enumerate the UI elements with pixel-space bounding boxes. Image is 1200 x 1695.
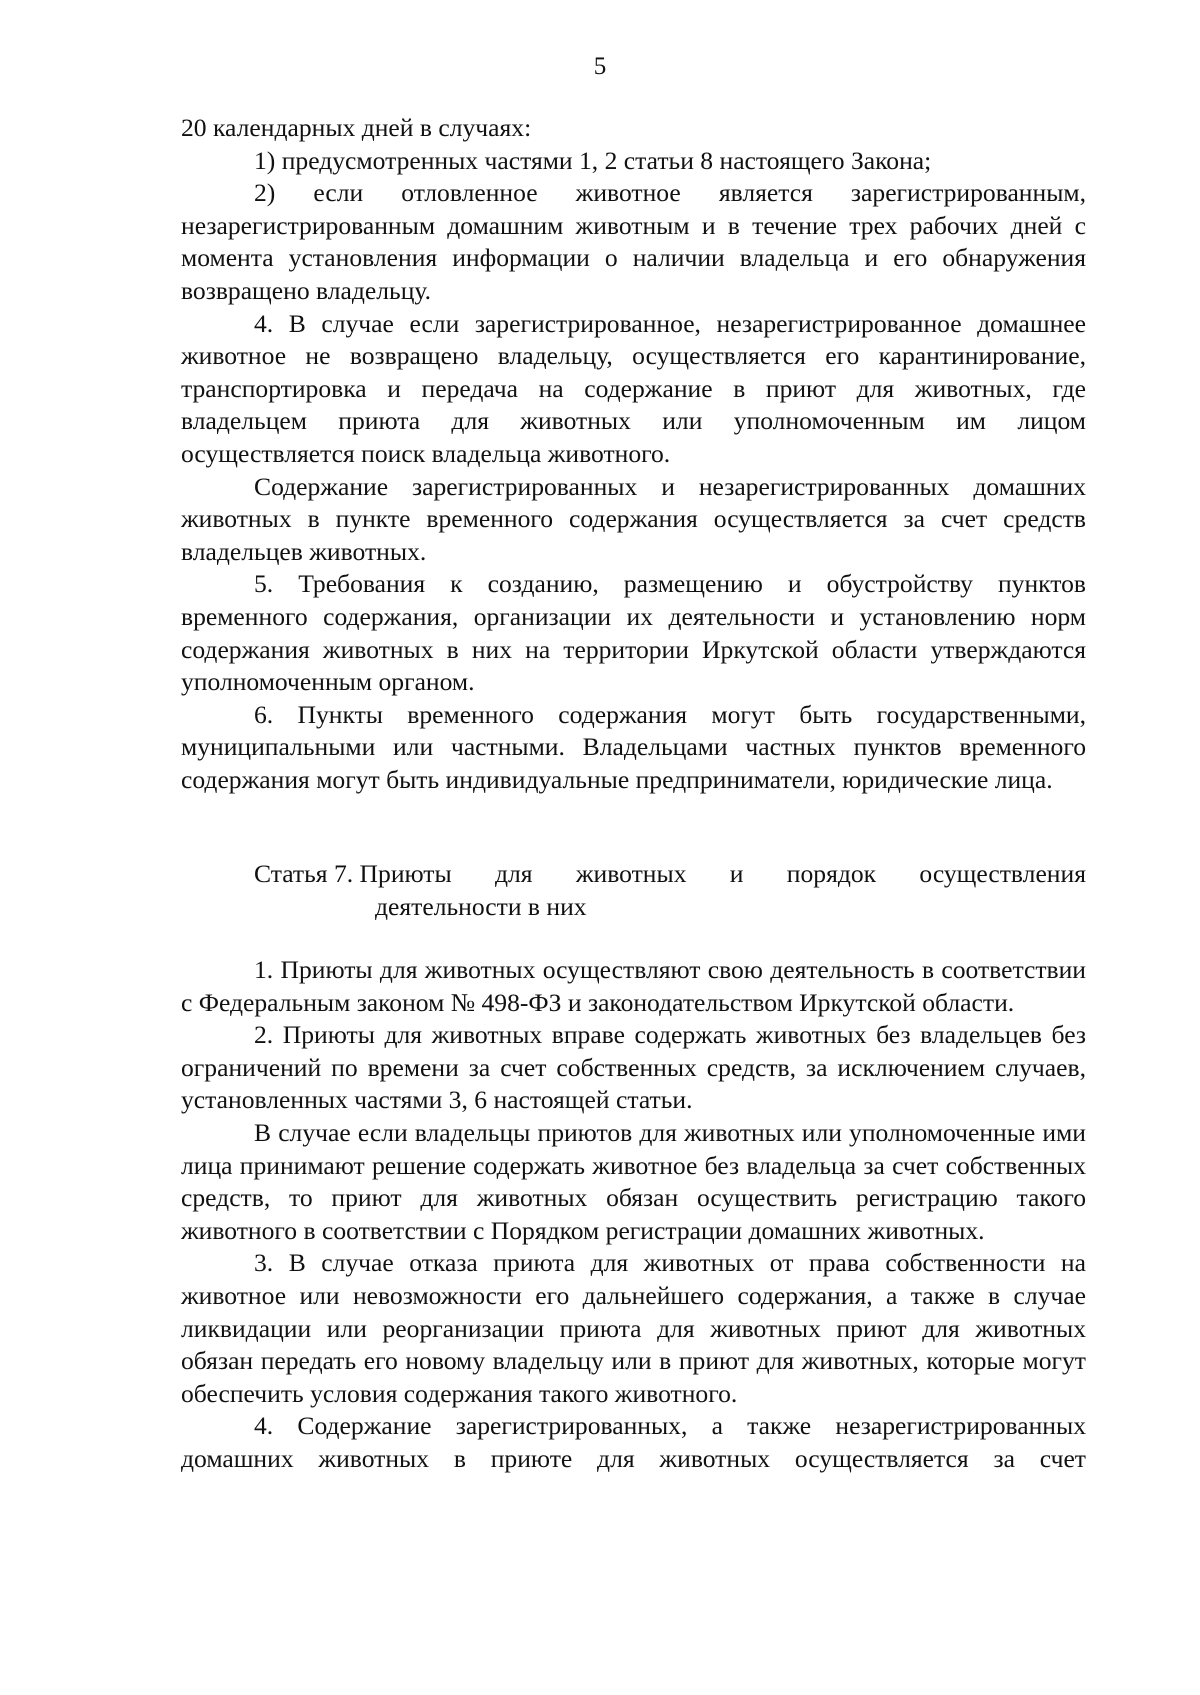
article-7-part-4: 4. Содержание зарегистрированных, а также незарегистрированных домашних животных в приюте для животных осуществляется за счет [181,1411,1086,1473]
list-item-1: 1) предусмотренных частями 1, 2 статьи 8 настоящего Закона; [254,145,932,175]
heading-word: и [729,859,744,888]
paragraph-continuation: 20 календарных дней в случаях: [181,113,532,142]
heading-word: животных [575,859,687,888]
paragraph-part-5: 5. Требования к созданию, размещению и обустройству пунктов временного содержания, организации их деятельности и установлению норм содержания животных в них на территории Иркутской области утверждаются уполномоченным органом. [181,569,1086,697]
paragraph-part-4: 4. В случае если зарегистрированное, незарегистрированное домашнее животное не возвращено владельцу, осуществляется его карантинирование, транспортировка и передача на содержание в приют для животных, где владельцем приюта для животных или уполномоченным им лицом осуществляется поиск владельца животного. [181,308,1086,468]
heading-word: порядок [786,859,877,888]
article-heading-line-1 [254,858,1086,891]
article-7-part-2-continued: В случае если владельцы приютов для животных или уполномоченные ими лица принимают решение содержать животное без владельца за счет собственных средств, то приют для животных обязан осуществить регистрацию такого животного в соответствии с Порядком регистрации домашних животных. [181,1117,1086,1245]
article-7-part-3: 3. В случае отказа приюта для животных от права собственности на животное или невозможности его дальнейшего содержания, а также в случае ликвидации или реорганизации приюта для животных приют для животных обязан передать его новому владельцу или в приют для животных, которые могут обеспечить условия содержания такого животного. [181,1248,1086,1408]
section-a-text [181,112,1086,796]
list-item-2: 2) если отловленное животное является зарегистрированным, незарегистрированным домашним животным и в течение трех рабочих дней с момента установления информации о наличии владельца и его обнаружения возвращено владельцу. [181,178,1086,305]
article-7-part-1: 1. Приюты для животных осуществляют свою деятельность в соответствии с Федеральным законом № 498-ФЗ и законодательством Иркутской области. [181,955,1086,1017]
heading-word: осуществления [919,859,1086,888]
heading-word: Статья 7. Приюты [254,859,452,888]
article-7-heading [254,858,1086,923]
article-7-part-2: 2. Приюты для животных вправе содержать животных без владельцев без ограничений по времени за счет собственных средств, за исключением случаев, установленных частями 3, 6 настоящей статьи. [181,1020,1086,1115]
section-b-text [181,954,1086,1476]
paragraph-maintenance-costs: Содержание зарегистрированных и незарегистрированных домашних животных в пункте временного содержания осуществляется за счет средств владельцев животных. [181,471,1086,566]
paragraph-part-6: 6. Пункты временного содержания могут быть государственными, муниципальными или частными. Владельцами частных пунктов временного содержания могут быть индивидуальные предприниматели, юридические лица. [181,699,1086,794]
article-heading-line-2: деятельности в них [375,891,587,921]
heading-word: для [495,859,533,888]
page-number: 5 [593,53,607,80]
